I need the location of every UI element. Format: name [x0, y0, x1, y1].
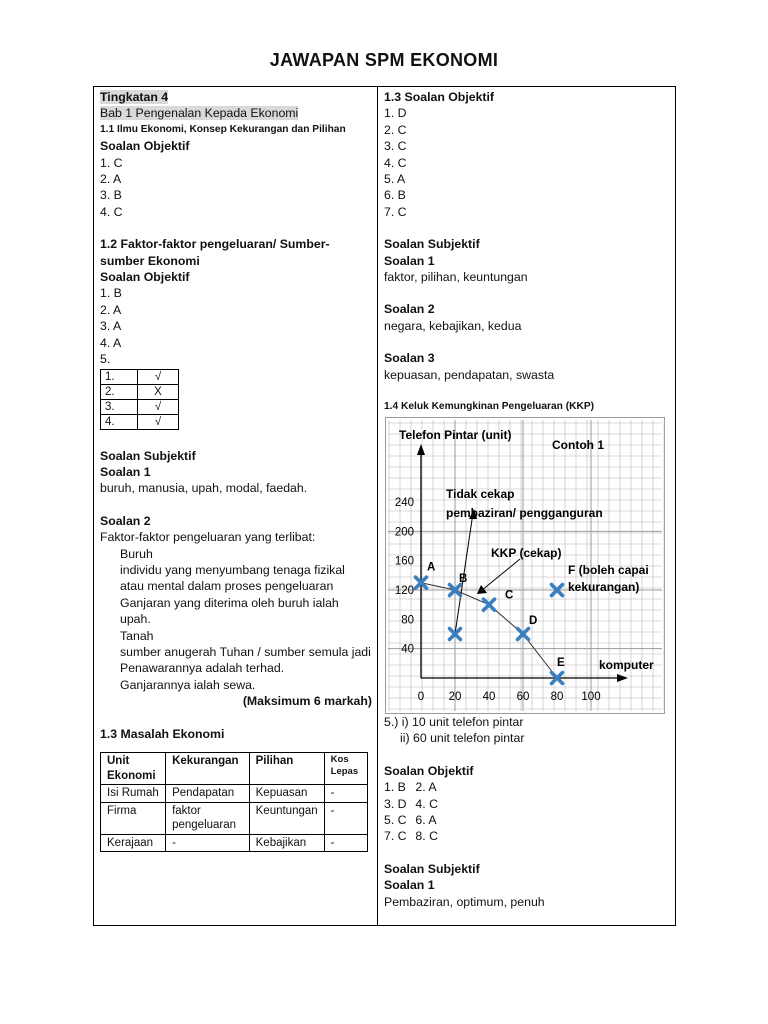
soalan-3-answer: kepuasan, pendapatan, swasta [384, 367, 555, 382]
s12-objective-heading: Soalan Objektif [100, 270, 190, 285]
answer-line: 3. A [100, 319, 122, 334]
x-tick-label: 100 [581, 691, 601, 703]
annotation-f-line2: kekurangan) [568, 580, 640, 594]
soalan-2-answer: negara, kebajikan, kedua [384, 318, 522, 333]
answer-line: 6. B [384, 188, 406, 203]
s11-objective-heading: Soalan Objektif [100, 139, 190, 154]
section-1-3-heading: 1.3 Masalah Ekonomi [100, 726, 225, 741]
soalan-1-answer: faktor, pilihan, keuntungan [384, 270, 528, 285]
x-tick-label: 40 [482, 691, 496, 703]
answer-line: 1. D [384, 106, 407, 121]
x-axis-label: komputer [599, 658, 654, 672]
chart-title: Contoh 1 [552, 438, 604, 452]
column-header: Kos Lepas [324, 753, 367, 785]
point-label: D [529, 615, 538, 628]
table-row: Firma faktor pengeluaran Keuntungan - [101, 802, 368, 834]
soalan-2-line: Penawarannya adalah terhad. [120, 661, 285, 676]
answer-line: 3. B [100, 188, 122, 203]
max-marks-note: (Maksimum 6 markah) [242, 694, 372, 709]
s13-objective-heading: 1.3 Soalan Objektif [384, 90, 495, 104]
answer-pair: 3. D 4. C [384, 796, 438, 811]
soalan-1-heading: Soalan 1 [384, 253, 435, 268]
right-column-lower [384, 714, 670, 910]
answer-line: 4. A [100, 335, 122, 350]
column-header: Unit Ekonomi [101, 753, 166, 785]
soalan-2-line: individu yang menyumbang tenaga fizikal atau mental dalam proses pengeluaran [120, 562, 345, 594]
soalan-2-intro: Faktor-faktor pengeluaran yang terlibat: [100, 530, 316, 545]
answer-line: 2. A [100, 172, 122, 187]
annotation-kkp-cekap: KKP (cekap) [491, 546, 562, 560]
q5-part-ii: ii) 60 unit telefon pintar [400, 731, 525, 746]
answer-line: 2. A [100, 302, 122, 317]
y-tick-label: 200 [394, 526, 414, 539]
subjective-soalan-1-answer: Pembaziran, optimum, penuh [384, 894, 545, 909]
answer-line: 2. C [384, 122, 407, 137]
q5-part-i: 5.) i) 10 unit telefon pintar [384, 715, 524, 729]
column-header: Kekurangan [166, 753, 250, 785]
left-column [100, 89, 372, 852]
y-tick-label: 120 [394, 585, 414, 598]
subjective-soalan-1-heading: Soalan 1 [384, 878, 435, 893]
answer-pair: 5. C 6. A [384, 813, 437, 828]
soalan-2-line: Ganjarannya ialah sewa. [120, 677, 256, 692]
column-divider [377, 86, 378, 926]
x-tick-label: 0 [417, 691, 425, 703]
soalan-1-answer: buruh, manusia, upah, modal, faedah. [100, 481, 308, 496]
y-axis-label: Telefon Pintar (unit) [399, 428, 512, 442]
answer-pair: 1. B 2. A [384, 780, 437, 795]
q5-answer-table [100, 369, 179, 430]
annotation-f-line1: F (boleh capai [568, 563, 649, 577]
column-header: Pilihan [249, 753, 324, 785]
subjective-heading-2: Soalan Subjektif [384, 861, 480, 876]
point-label: B [459, 573, 468, 586]
right-column [384, 89, 670, 416]
y-tick-label: 80 [401, 614, 414, 627]
section-1-1-heading: 1.1 Ilmu Ekonomi, Konsep Kekurangan dan Pilihan [100, 123, 346, 135]
answer-line: 4. C [384, 155, 407, 170]
table-row: 1. √ [101, 369, 179, 384]
table-header-row [101, 753, 368, 785]
x-tick-label: 20 [448, 691, 462, 703]
y-tick-label: 40 [401, 643, 414, 656]
y-tick-label: 240 [394, 497, 414, 510]
answer-line: 1. B [100, 286, 122, 301]
tingkatan-label: Tingkatan 4 [100, 90, 169, 104]
ppc-chart [385, 417, 665, 714]
soalan-2-line: Buruh [120, 546, 153, 561]
answer-line: 1. C [100, 155, 123, 170]
soalan-2-heading: Soalan 2 [100, 513, 151, 528]
soalan-2-line: Tanah [120, 628, 154, 643]
annotation-pembaziran: pembaziran/ pengganguran [446, 506, 603, 520]
table-row: Kerajaan - Kebajikan - [101, 834, 368, 852]
soalan-3-heading: Soalan 3 [384, 351, 435, 366]
soalan-2-heading: Soalan 2 [384, 302, 435, 317]
soalan-1-heading: Soalan 1 [100, 464, 151, 479]
point-label: E [557, 657, 565, 669]
x-tick-label: 80 [550, 691, 564, 703]
answer-line: 7. C [384, 204, 407, 219]
section-1-4-heading: 1.4 Keluk Kemungkinan Pengeluaran (KKP) [384, 401, 595, 413]
page-title: JAWAPAN SPM EKONOMI [269, 50, 499, 70]
y-tick-label: 160 [394, 555, 414, 568]
answer-line: 5. [100, 352, 111, 367]
annotation-tidak-cekap: Tidak cekap [446, 487, 515, 501]
x-tick-label: 60 [516, 691, 530, 703]
table-row: 2. X [101, 384, 179, 399]
answer-pair: 7. C 8. C [384, 829, 438, 844]
table-row: Isi Rumah Pendapatan Kepuasan - [101, 785, 368, 803]
section-1-2-heading: 1.2 Faktor-faktor pengeluaran/ Sumber-sumber Ekonomi [100, 237, 330, 268]
answer-line: 3. C [384, 139, 407, 154]
answer-line: 5. A [384, 172, 406, 187]
bab-heading: Bab 1 Pengenalan Kepada Ekonomi [100, 106, 299, 121]
subjective-heading: Soalan Subjektif [384, 237, 480, 252]
subjective-heading: Soalan Subjektif [100, 448, 196, 463]
soalan-2-line: sumber anugerah Tuhan / sumber semula jadi [120, 644, 371, 659]
table-row: 4. √ [101, 414, 179, 429]
table-row: 3. √ [101, 399, 179, 414]
point-label: C [505, 589, 514, 602]
answer-line: 4. C [100, 204, 123, 219]
point-label: A [427, 561, 436, 574]
objective-heading: Soalan Objektif [384, 763, 474, 778]
soalan-2-line: Ganjaran yang diterima oleh buruh ialah upah. [120, 595, 339, 627]
economic-problem-table [100, 752, 368, 852]
